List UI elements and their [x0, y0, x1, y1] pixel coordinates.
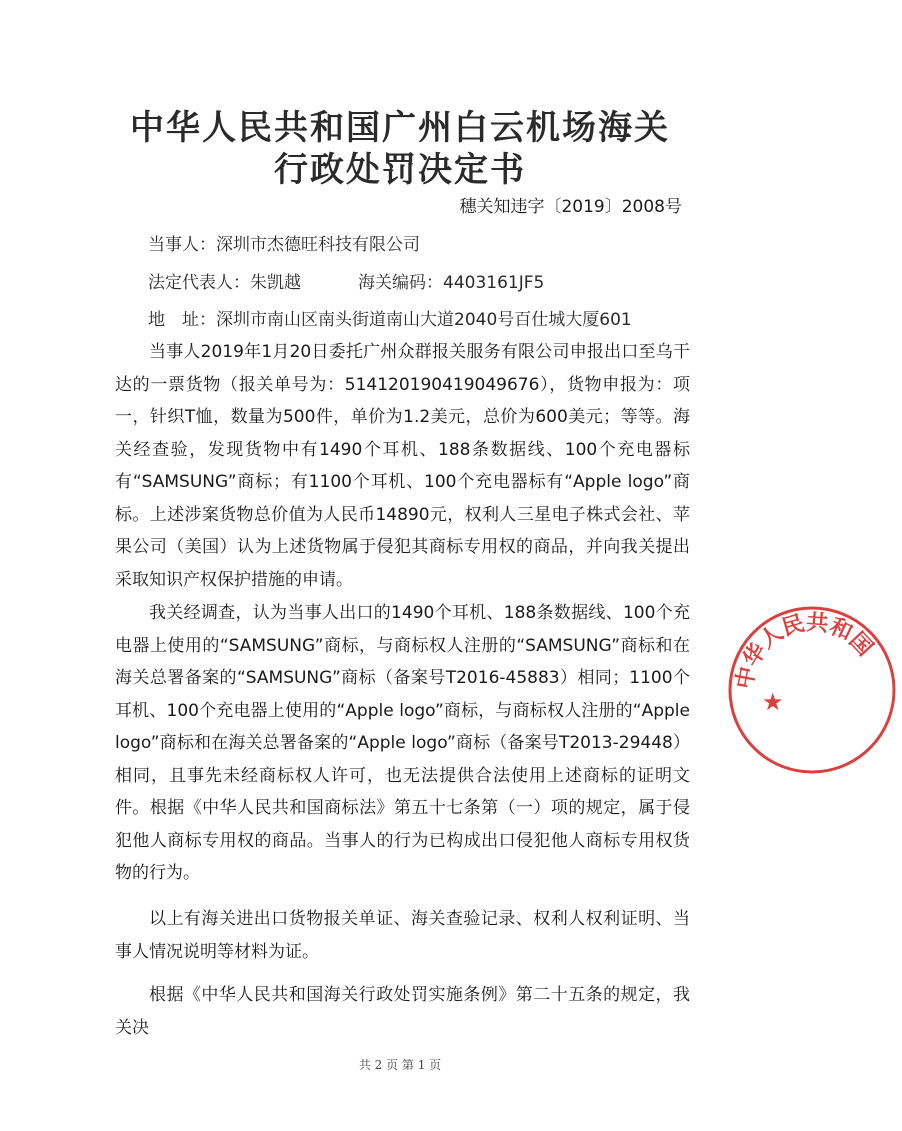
seal-text: 中华人民共和国: [731, 609, 878, 691]
document-title-line1: 中华人民共和国广州白云机场海关: [130, 108, 670, 148]
paragraph-investigation: 我关经调查，认为当事人出口的1490个耳机、188条数据线、100个充电器上使用的“SAMSUNG”商标，与商标权人注册的“SAMSUNG”商标和在海关总署备案的“SAMSUNG”商标（备案号T2016-45883）相同；1100个耳机、100个充电器上使用的“Apple logo”商标，与商标权人注册的“Apple logo”商标和在海关总署备案的“Apple logo”商标（备案号T2013-29448）相同，且事先未经商标权人许可，也无法提供合法使用上述商标的证明文件。根据《中华人民共和国商标法》第五十七条第（一）项的规定，属于侵犯他人商标专用权的商品。当事人的行为已构成出口侵犯他人商标专用权货物的行为。: [115, 603, 690, 883]
paragraph-evidence: 以上有海关进出口货物报关单证、海关查验记录、权利人权利证明、当事人情况说明等材料为证。: [115, 909, 690, 962]
address-field: 地 址：深圳市南山区南头街道南山大道2040号百仕城大厦601: [148, 310, 632, 330]
party-field: 当事人：深圳市杰德旺科技有限公司: [148, 235, 420, 255]
paragraph-facts: 当事人2019年1月20日委托广州众群报关服务有限公司申报出口至乌干达的一票货物（报关单号为：514120190419049676），货物申报为：项一，针织T恤，数量为500件，单价为1.2美元，总价为600美元；等等。海关经查验，发现货物中有1490个耳机、188条数据线、100个充电器标有“SAMSUNG”商标；有1100个耳机、100个充电器标有“Apple logo”商标。上述涉案货物总价值为人民币14890元，权利人三星电子株式会社、苹果公司（美国）认为上述货物属于侵犯其商标专用权的商品，并向我关提出采取知识产权保护措施的申请。: [115, 342, 690, 590]
paragraph-decision: 根据《中华人民共和国海关行政处罚实施条例》第二十五条的规定，我关决: [115, 985, 690, 1038]
document-title-line2: 行政处罚决定书: [274, 150, 526, 190]
page-footer: 共 2 页 第 1 页: [358, 1058, 442, 1072]
legal-representative-field: 法定代表人：朱凯越: [148, 273, 301, 293]
customs-code-field: 海关编码：4403161JF5: [358, 273, 545, 293]
official-seal: [722, 600, 902, 780]
seal-star: ★: [762, 688, 784, 716]
document-number: 穗关知违字〔2019〕2008号: [459, 197, 682, 217]
seal-ring: [730, 608, 894, 772]
